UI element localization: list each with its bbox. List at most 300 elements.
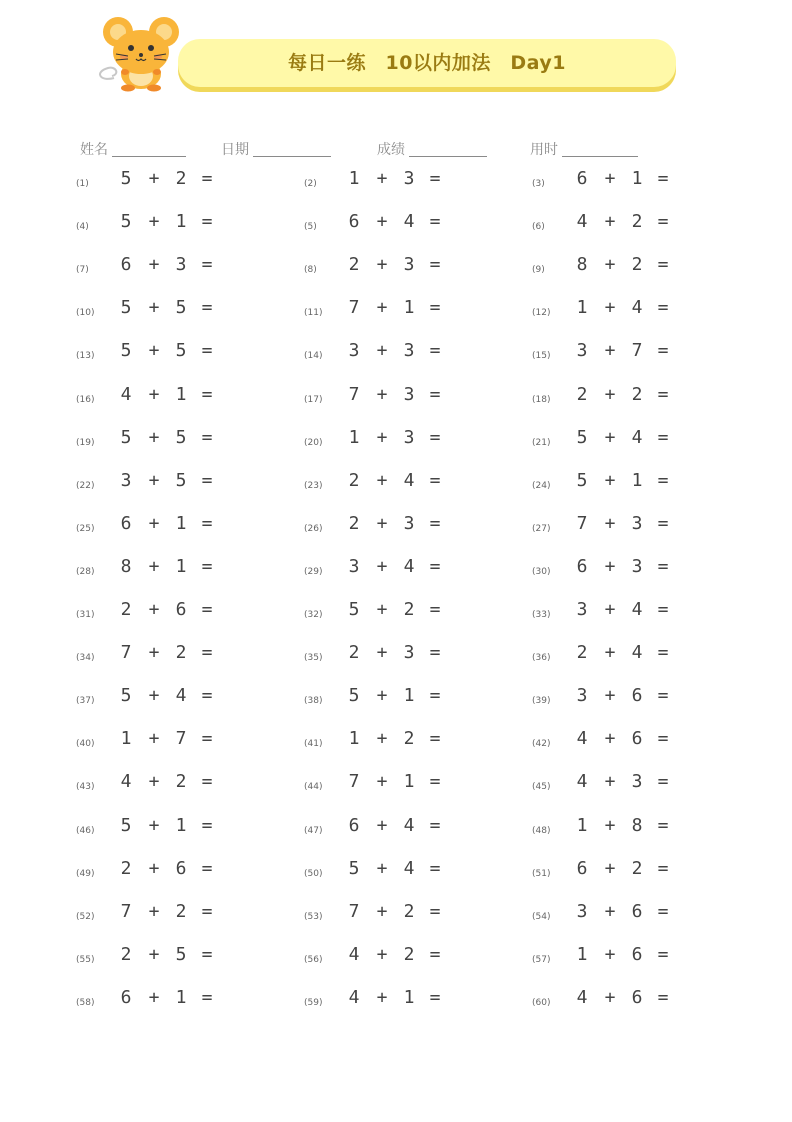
- equals-sign: =: [201, 599, 213, 620]
- operator: +: [148, 986, 160, 1008]
- operator: +: [148, 943, 160, 965]
- second-addend: 1: [631, 469, 643, 491]
- equals-sign: =: [201, 168, 213, 189]
- equals-sign: =: [657, 211, 669, 233]
- second-addend: 3: [631, 555, 643, 577]
- name-label: 姓名: [80, 142, 108, 158]
- second-addend: 4: [175, 685, 187, 707]
- problem-number: (40): [76, 739, 95, 750]
- equals-sign: =: [429, 943, 441, 965]
- first-addend: 3: [348, 340, 360, 362]
- equals-sign: =: [657, 555, 669, 577]
- second-addend: 6: [631, 900, 643, 922]
- problem-number: (15): [532, 351, 551, 362]
- problem-number: (24): [532, 480, 551, 491]
- first-addend: 4: [576, 986, 588, 1008]
- second-addend: 3: [403, 254, 415, 276]
- operator: +: [148, 254, 160, 276]
- second-addend: 4: [403, 555, 415, 577]
- problem-expression: [568, 944, 676, 965]
- problem-number: (53): [304, 911, 323, 922]
- problem-number: (11): [304, 308, 323, 319]
- problem-number: (23): [304, 480, 323, 491]
- equals-sign: =: [429, 297, 441, 319]
- operator: +: [148, 685, 160, 707]
- operator: +: [376, 297, 388, 319]
- second-addend: 6: [631, 728, 643, 750]
- operator: +: [604, 599, 616, 620]
- second-addend: 5: [175, 469, 187, 491]
- operator: +: [604, 814, 616, 836]
- first-addend: 1: [348, 426, 360, 448]
- problem-expression: [112, 340, 220, 361]
- operator: +: [376, 986, 388, 1008]
- equals-sign: =: [657, 383, 669, 405]
- second-addend: 2: [631, 857, 643, 879]
- second-addend: 1: [175, 555, 187, 577]
- second-addend: 1: [403, 297, 415, 319]
- second-addend: 5: [175, 943, 187, 965]
- operator: +: [604, 900, 616, 922]
- equals-sign: =: [201, 728, 213, 750]
- problem-expression: [340, 297, 448, 318]
- problem-number: (2): [304, 179, 317, 189]
- first-addend: 4: [576, 211, 588, 233]
- first-addend: 8: [120, 555, 132, 577]
- equals-sign: =: [429, 555, 441, 577]
- first-addend: 1: [348, 728, 360, 750]
- operator: +: [376, 728, 388, 750]
- second-addend: 2: [175, 771, 187, 793]
- time-label: 用时: [530, 142, 558, 158]
- operator: +: [604, 943, 616, 965]
- problem-expression: [568, 513, 676, 534]
- first-addend: 6: [576, 857, 588, 879]
- problem-expression: [568, 642, 676, 663]
- equals-sign: =: [657, 986, 669, 1008]
- problem-expression: [340, 254, 448, 275]
- first-addend: 2: [348, 469, 360, 491]
- problem-expression: [568, 254, 676, 275]
- equals-sign: =: [657, 168, 669, 189]
- operator: +: [604, 340, 616, 362]
- operator: +: [376, 512, 388, 534]
- first-addend: 4: [120, 771, 132, 793]
- equals-sign: =: [201, 340, 213, 362]
- problem-expression: [568, 771, 676, 792]
- problem-number: (20): [304, 437, 323, 448]
- problem-number: (5): [304, 222, 317, 233]
- second-addend: 3: [403, 642, 415, 664]
- problem-number: (46): [76, 825, 95, 836]
- problem-number: (22): [76, 480, 95, 491]
- problem-number: (6): [532, 222, 545, 233]
- problem-number: (9): [532, 265, 545, 276]
- problem-number: (44): [304, 782, 323, 793]
- problem-number: (42): [532, 739, 551, 750]
- second-addend: 1: [175, 211, 187, 233]
- first-addend: 5: [348, 685, 360, 707]
- problem-expression: [568, 211, 676, 232]
- equals-sign: =: [657, 728, 669, 750]
- first-addend: 7: [348, 297, 360, 319]
- problem-expression: [340, 771, 448, 792]
- operator: +: [376, 254, 388, 276]
- first-addend: 5: [576, 469, 588, 491]
- first-addend: 8: [576, 254, 588, 276]
- second-addend: 4: [631, 599, 643, 620]
- equals-sign: =: [429, 512, 441, 534]
- problem-expression: [112, 168, 220, 189]
- second-addend: 2: [403, 599, 415, 620]
- operator: +: [376, 383, 388, 405]
- problem-expression: [340, 427, 448, 448]
- second-addend: 3: [403, 512, 415, 534]
- equals-sign: =: [429, 211, 441, 233]
- equals-sign: =: [657, 943, 669, 965]
- problem-expression: [340, 987, 448, 1008]
- first-addend: 3: [120, 469, 132, 491]
- operator: +: [148, 599, 160, 620]
- second-addend: 1: [403, 986, 415, 1008]
- equals-sign: =: [429, 900, 441, 922]
- first-addend: 2: [120, 943, 132, 965]
- equals-sign: =: [657, 426, 669, 448]
- second-addend: 6: [631, 943, 643, 965]
- problem-number: (29): [304, 566, 323, 577]
- problem-expression: [340, 815, 448, 836]
- equals-sign: =: [429, 599, 441, 620]
- equals-sign: =: [657, 599, 669, 620]
- first-addend: 4: [348, 986, 360, 1008]
- problem-number: (37): [76, 696, 95, 707]
- equals-sign: =: [429, 469, 441, 491]
- problem-number: (13): [76, 351, 95, 362]
- problem-number: (57): [532, 954, 551, 965]
- first-addend: 1: [120, 728, 132, 750]
- second-addend: 3: [631, 512, 643, 534]
- second-addend: 5: [175, 426, 187, 448]
- operator: +: [148, 857, 160, 879]
- equals-sign: =: [657, 685, 669, 707]
- equals-sign: =: [201, 900, 213, 922]
- equals-sign: =: [657, 297, 669, 319]
- problem-expression: [340, 470, 448, 491]
- operator: +: [376, 943, 388, 965]
- equals-sign: =: [657, 469, 669, 491]
- equals-sign: =: [201, 426, 213, 448]
- second-addend: 7: [631, 340, 643, 362]
- problem-expression: [340, 168, 448, 189]
- operator: +: [376, 340, 388, 362]
- problem-number: (58): [76, 997, 95, 1008]
- problem-number: (4): [76, 222, 89, 233]
- operator: +: [604, 211, 616, 233]
- operator: +: [148, 297, 160, 319]
- equals-sign: =: [429, 426, 441, 448]
- problem-expression: [568, 901, 676, 922]
- problem-expression: [112, 771, 220, 792]
- first-addend: 7: [576, 512, 588, 534]
- operator: +: [376, 857, 388, 879]
- problem-number: (25): [76, 523, 95, 534]
- problem-number: (31): [76, 610, 95, 620]
- second-addend: 3: [175, 254, 187, 276]
- operator: +: [376, 211, 388, 233]
- equals-sign: =: [429, 857, 441, 879]
- equals-sign: =: [201, 211, 213, 233]
- operator: +: [148, 512, 160, 534]
- second-addend: 2: [175, 168, 187, 189]
- operator: +: [376, 685, 388, 707]
- equals-sign: =: [201, 254, 213, 276]
- problem-expression: [340, 728, 448, 749]
- operator: +: [148, 383, 160, 405]
- equals-sign: =: [201, 857, 213, 879]
- problem-expression: [340, 556, 448, 577]
- second-addend: 1: [175, 512, 187, 534]
- second-addend: 1: [175, 383, 187, 405]
- equals-sign: =: [201, 383, 213, 405]
- operator: +: [148, 469, 160, 491]
- problem-expression: [112, 815, 220, 836]
- problem-expression: [112, 685, 220, 706]
- problem-expression: [568, 685, 676, 706]
- first-addend: 5: [576, 426, 588, 448]
- problem-number: (19): [76, 437, 95, 448]
- operator: +: [604, 555, 616, 577]
- operator: +: [604, 728, 616, 750]
- problem-expression: [340, 211, 448, 232]
- first-addend: 2: [348, 512, 360, 534]
- operator: +: [148, 642, 160, 664]
- second-addend: 2: [631, 211, 643, 233]
- second-addend: 5: [175, 340, 187, 362]
- first-addend: 6: [120, 254, 132, 276]
- equals-sign: =: [429, 383, 441, 405]
- second-addend: 2: [175, 642, 187, 664]
- score-label: 成绩: [377, 142, 405, 158]
- problem-number: (17): [304, 394, 323, 405]
- problem-expression: [568, 556, 676, 577]
- operator: +: [604, 642, 616, 664]
- equals-sign: =: [429, 986, 441, 1008]
- second-addend: 2: [403, 900, 415, 922]
- problem-number: (27): [532, 523, 551, 534]
- problem-number: (21): [532, 437, 551, 448]
- problem-expression: [568, 168, 676, 189]
- equals-sign: =: [657, 642, 669, 664]
- first-addend: 4: [348, 943, 360, 965]
- first-addend: 3: [576, 340, 588, 362]
- operator: +: [148, 426, 160, 448]
- problem-expression: [568, 297, 676, 318]
- second-addend: 1: [403, 771, 415, 793]
- operator: +: [604, 297, 616, 319]
- equals-sign: =: [657, 900, 669, 922]
- operator: +: [376, 599, 388, 620]
- equals-sign: =: [429, 728, 441, 750]
- operator: +: [604, 168, 616, 189]
- problem-expression: [568, 340, 676, 361]
- problem-expression: [568, 427, 676, 448]
- problem-number: (35): [304, 653, 323, 664]
- problem-expression: [340, 901, 448, 922]
- equals-sign: =: [201, 555, 213, 577]
- first-addend: 7: [348, 771, 360, 793]
- problem-number: (54): [532, 911, 551, 922]
- second-addend: 3: [403, 340, 415, 362]
- second-addend: 1: [403, 685, 415, 707]
- first-addend: 2: [120, 857, 132, 879]
- operator: +: [148, 168, 160, 189]
- problem-expression: [568, 987, 676, 1008]
- first-addend: 4: [576, 771, 588, 793]
- operator: +: [148, 771, 160, 793]
- second-addend: 4: [631, 426, 643, 448]
- problem-expression: [340, 340, 448, 361]
- second-addend: 3: [403, 383, 415, 405]
- problem-number: (8): [304, 265, 317, 276]
- operator: +: [604, 512, 616, 534]
- first-addend: 5: [120, 211, 132, 233]
- problem-expression: [112, 987, 220, 1008]
- first-addend: 2: [348, 642, 360, 664]
- problem-expression: [112, 642, 220, 663]
- second-addend: 4: [631, 642, 643, 664]
- first-addend: 2: [120, 599, 132, 620]
- problem-expression: [568, 858, 676, 879]
- equals-sign: =: [201, 512, 213, 534]
- equals-sign: =: [201, 943, 213, 965]
- second-addend: 1: [175, 986, 187, 1008]
- problem-number: (34): [76, 653, 95, 664]
- equals-sign: =: [201, 986, 213, 1008]
- first-addend: 6: [120, 986, 132, 1008]
- problem-number: (39): [532, 696, 551, 707]
- first-addend: 5: [120, 426, 132, 448]
- problem-expression: [112, 599, 220, 620]
- problem-number: (50): [304, 868, 323, 879]
- problem-number: (52): [76, 911, 95, 922]
- second-addend: 5: [175, 297, 187, 319]
- second-addend: 3: [403, 168, 415, 189]
- problem-expression: [340, 642, 448, 663]
- problem-expression: [112, 858, 220, 879]
- first-addend: 7: [348, 900, 360, 922]
- problem-number: (36): [532, 653, 551, 664]
- equals-sign: =: [429, 340, 441, 362]
- operator: +: [148, 814, 160, 836]
- first-addend: 6: [576, 555, 588, 577]
- operator: +: [604, 469, 616, 491]
- problem-expression: [340, 944, 448, 965]
- problem-expression: [112, 901, 220, 922]
- second-addend: 4: [403, 469, 415, 491]
- first-addend: 2: [576, 642, 588, 664]
- second-addend: 3: [403, 426, 415, 448]
- first-addend: 5: [120, 297, 132, 319]
- first-addend: 7: [348, 383, 360, 405]
- problem-number: (43): [76, 782, 95, 793]
- problem-number: (41): [304, 739, 323, 750]
- equals-sign: =: [201, 685, 213, 707]
- first-addend: 5: [120, 340, 132, 362]
- problem-number: (28): [76, 566, 95, 577]
- equals-sign: =: [429, 814, 441, 836]
- second-addend: 4: [403, 857, 415, 879]
- problem-number: (14): [304, 351, 323, 362]
- first-addend: 6: [348, 814, 360, 836]
- problem-expression: [340, 685, 448, 706]
- operator: +: [604, 383, 616, 405]
- second-addend: 2: [631, 383, 643, 405]
- equals-sign: =: [657, 857, 669, 879]
- problem-number: (10): [76, 308, 95, 319]
- second-addend: 2: [403, 728, 415, 750]
- operator: +: [376, 814, 388, 836]
- problem-expression: [112, 556, 220, 577]
- page-title: 每日一练 10以内加法 Day1: [287, 52, 567, 74]
- operator: +: [376, 168, 388, 189]
- problem-number: (7): [76, 265, 89, 276]
- operator: +: [604, 986, 616, 1008]
- first-addend: 7: [120, 642, 132, 664]
- operator: +: [148, 728, 160, 750]
- problem-expression: [112, 944, 220, 965]
- problem-expression: [112, 211, 220, 232]
- equals-sign: =: [201, 469, 213, 491]
- problem-number: (56): [304, 954, 323, 965]
- problem-expression: [568, 815, 676, 836]
- operator: +: [376, 771, 388, 793]
- problem-expression: [340, 599, 448, 620]
- operator: +: [604, 426, 616, 448]
- problem-number: (59): [304, 997, 323, 1008]
- first-addend: 6: [348, 211, 360, 233]
- problem-number: (18): [532, 394, 551, 405]
- second-addend: 6: [631, 986, 643, 1008]
- operator: +: [148, 555, 160, 577]
- problem-number: (12): [532, 308, 551, 319]
- equals-sign: =: [201, 771, 213, 793]
- second-addend: 4: [631, 297, 643, 319]
- operator: +: [604, 857, 616, 879]
- problem-expression: [568, 599, 676, 620]
- equals-sign: =: [657, 340, 669, 362]
- operator: +: [604, 254, 616, 276]
- equals-sign: =: [657, 814, 669, 836]
- problem-number: (49): [76, 868, 95, 879]
- second-addend: 2: [403, 943, 415, 965]
- second-addend: 1: [631, 168, 643, 189]
- operator: +: [148, 900, 160, 922]
- problem-expression: [112, 297, 220, 318]
- equals-sign: =: [429, 685, 441, 707]
- operator: +: [376, 642, 388, 664]
- problem-number: (51): [532, 868, 551, 879]
- equals-sign: =: [201, 297, 213, 319]
- problem-expression: [112, 513, 220, 534]
- second-addend: 8: [631, 814, 643, 836]
- problem-number: (47): [304, 825, 323, 836]
- problem-number: (48): [532, 825, 551, 836]
- date-label: 日期: [221, 142, 249, 158]
- second-addend: 4: [403, 211, 415, 233]
- problem-expression: [112, 470, 220, 491]
- second-addend: 6: [175, 857, 187, 879]
- equals-sign: =: [201, 814, 213, 836]
